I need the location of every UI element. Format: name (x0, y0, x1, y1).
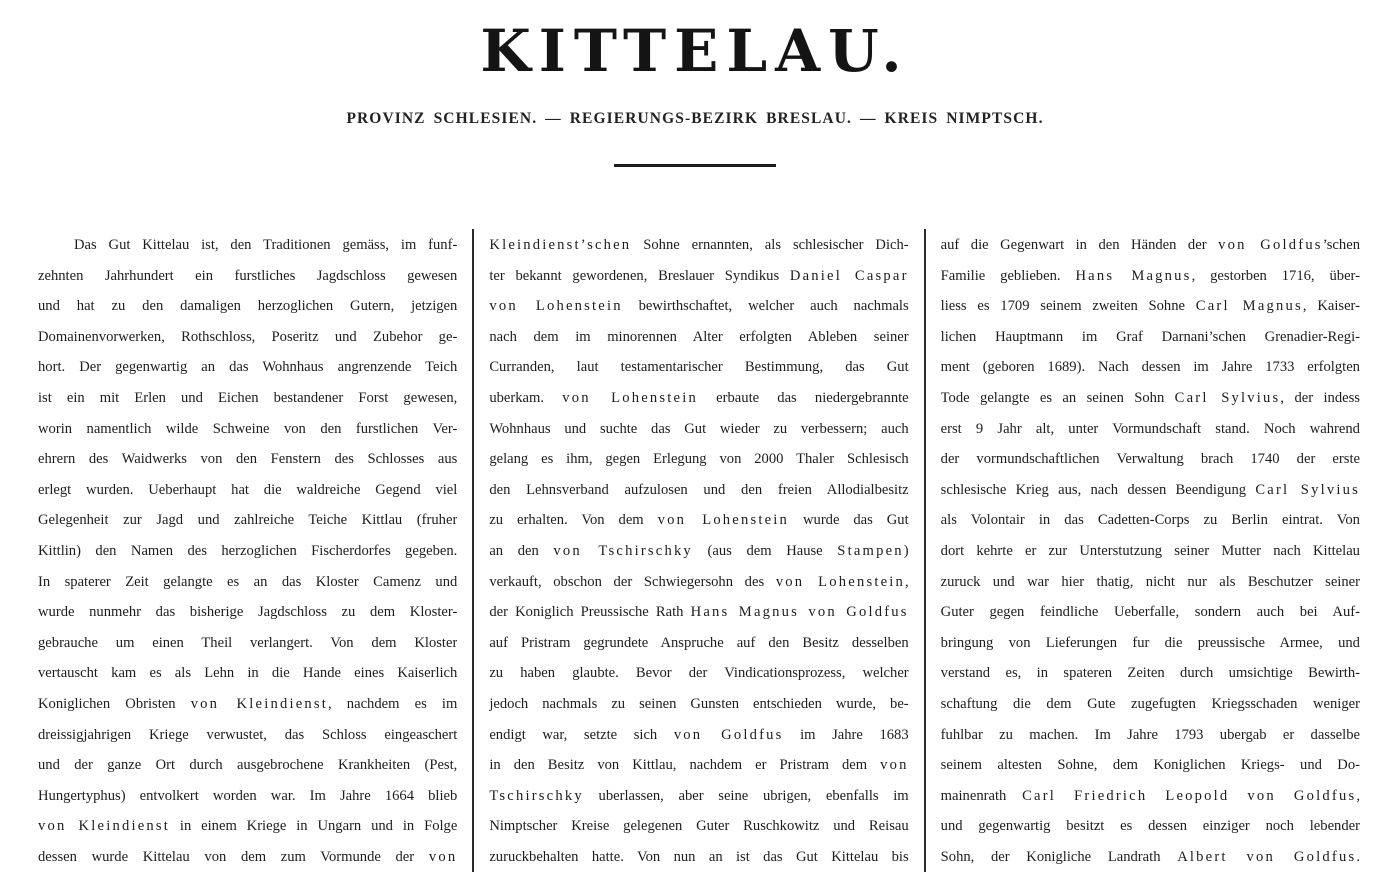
text-line: gebrauche um einen Theil verlangert. Von dem Kloster (38, 634, 458, 651)
text-line: Domainenvorwerken, Rothschloss, Poseritz und Zubehor ge- (38, 328, 458, 345)
text-line: den Lehnsverband aufzulosen und den freien Allodialbesitz (489, 481, 909, 498)
text-line: uberkam. von Lohenstein erbaute das niedergebrannte (489, 389, 909, 406)
text-line: dort kehrte er zur Unterstutzung seiner Mutter nach Kittelau (940, 542, 1360, 559)
text-line: Guter gegen feindliche Ueberfalle, sondern auch bei Auf- (940, 604, 1360, 621)
text-line: Nimptscher Kreise gelegenen Guter Ruschkowitz und Reisau (489, 818, 909, 835)
text-column-3 (926, 229, 1362, 872)
text-line: hort. Der gegenwartig an das Wohnhaus angrenzende Teich (38, 359, 458, 376)
text-line: schlesische Krieg aus, nach dessen Beendigung Carl Sylvius (940, 481, 1360, 498)
text-line: und gegenwartig besitzt es dessen einziger noch lebender (940, 818, 1360, 835)
text-line: ehrern des Waidwerks von den Fenstern des Schlosses aus (38, 451, 458, 468)
article-columns (36, 229, 1362, 872)
text-line: Koniglichen Obristen von Kleindienst, nachdem es im (38, 695, 458, 712)
text-line: jedoch nachmals zu seinen Gunsten entschieden wurde, be- (489, 695, 909, 712)
text-line: fuhlbar zu machen. Im Jahre 1793 ubergab er dasselbe (940, 726, 1360, 743)
text-line: erst 9 Jahr alt, unter Vormundschaft stand. Noch wahrend (940, 420, 1360, 437)
text-line: In spaterer Zeit gelangte es an das Kloster Camenz und (38, 573, 458, 590)
text-line: wurde nunmehr das bisherige Jagdschloss zu dem Kloster- (38, 604, 458, 621)
text-line: Gelegenheit zur Jagd und zahlreiche Teiche Kittlau (fruher (38, 512, 458, 529)
text-line: ment (geboren 1689). Nach dessen im Jahre 1733 erfolgten (940, 359, 1360, 376)
text-line: der Koniglich Preussische Rath Hans Magnus von Goldfus (489, 604, 909, 621)
text-line: zuruck und war hier thatig, nicht nur als Beschutzer seiner (940, 573, 1360, 590)
text-line: nach dem im minorennen Alter erfolgten Ableben seiner (489, 328, 909, 345)
text-line: worin namentlich wilde Schweine von den furstlichen Ver- (38, 420, 458, 437)
text-line: Kleindienst’schen Sohne ernannten, als schlesischer Dich- (489, 237, 909, 253)
text-line: bringung von Lieferungen fur die preussische Armee, und (940, 634, 1360, 651)
text-line: zu erhalten. Von dem von Lohenstein wurde das Gut (489, 512, 909, 529)
page-title: KITTELAU. (480, 17, 910, 85)
text-line: gelang es ihm, gegen Erlegung von 2000 Thaler Schlesisch (489, 451, 909, 468)
text-line: dessen wurde Kittelau von dem zum Vormunde der von (38, 848, 458, 865)
text-line: ter bekannt gewordenen, Breslauer Syndikus Daniel Caspar (489, 267, 909, 284)
text-line: zu haben glaubte. Bevor der Vindicationsprozess, welcher (489, 665, 909, 682)
text-line: auf die Gegenwart in den Händen der von Goldfus’schen (940, 237, 1360, 253)
text-line: als Volontair in das Cadetten-Corps zu Berlin eintrat. Von (940, 512, 1360, 529)
text-line: liess es 1709 seinem zweiten Sohne Carl Magnus, Kaiser- (940, 298, 1360, 315)
text-line: seinem altesten Sohne, dem Koniglichen Kriegs- und Do- (940, 757, 1360, 774)
text-line: lichen Hauptmann im Graf Darnani’schen Grenadier-Regi- (940, 328, 1360, 345)
text-line: vertauscht kam es als Lehn in die Hande eines Kaiserlich (38, 665, 458, 682)
text-line: Hungertyphus) entvolkert worden war. Im Jahre 1664 blieb (38, 787, 458, 804)
page-subtitle: PROVINZ SCHLESIEN. — REGIERUNGS-BEZIRK BRESLAU. — KREIS NIMPTSCH. (346, 110, 1044, 127)
text-line: von Kleindienst in einem Kriege in Ungarn und in Folge (38, 818, 458, 835)
text-line: zehnten Jahrhundert ein furstliches Jagdschloss gewesen (38, 267, 458, 284)
text-line: ist ein mit Erlen und Eichen bestandener Forst gewesen, (38, 389, 458, 406)
text-line: von Lohenstein bewirthschaftet, welcher auch nachmals (489, 298, 909, 315)
text-line: Curranden, laut testamentarischer Bestimmung, das Gut (489, 359, 909, 376)
title-divider (614, 164, 776, 167)
text-line: mainenrath Carl Friedrich Leopold von Goldfus, (940, 787, 1360, 804)
text-line: an den von Tschirschky (aus dem Hause Stampen) (489, 542, 909, 559)
text-line: erlegt wurden. Ueberhaupt hat die waldreiche Gegend viel (38, 481, 458, 498)
text-line: verkauft, obschon der Schwiegersohn des von Lohenstein, (489, 573, 909, 590)
text-line: zuruckbehalten hatte. Von nun an ist das Gut Kittelau bis (489, 848, 909, 865)
text-line: und hat zu den damaligen herzoglichen Gutern, jetzigen (38, 298, 458, 315)
text-line: schaftung die dem Gute zugefugten Kriegsschaden weniger (940, 695, 1360, 712)
text-column-2 (474, 229, 923, 872)
text-line: und der ganze Ort durch ausgebrochene Krankheiten (Pest, (38, 757, 458, 774)
text-line: auf Pristram gegrundete Anspruche auf den Besitz desselben (489, 634, 909, 651)
text-line: Wohnhaus und suchte das Gut wieder zu verbessern; auch (489, 420, 909, 437)
text-line: dreissigjahrigen Kriege verwustet, das Schloss eingeaschert (38, 726, 458, 743)
text-line: Tschirschky uberlassen, aber seine ubrigen, ebenfalls im (489, 787, 909, 804)
text-line: Sohn, der Konigliche Landrath Albert von Goldfus. (940, 848, 1360, 865)
text-line: Tode gelangte es an seinen Sohn Carl Sylvius, der indess (940, 389, 1360, 406)
text-line: endigt war, setzte sich von Goldfus im Jahre 1683 (489, 726, 909, 743)
text-column-1 (36, 229, 472, 872)
text-line: Familie geblieben. Hans Magnus, gestorben 1716, über- (940, 267, 1360, 284)
text-line: der vormundschaftlichen Verwaltung brach 1740 der erste (940, 451, 1360, 468)
text-line: verstand es, in spateren Zeiten durch umsichtige Bewirth- (940, 665, 1360, 682)
text-line: in den Besitz von Kittlau, nachdem er Pristram dem von (489, 757, 909, 774)
text-line: Das Gut Kittelau ist, den Traditionen gemäss, im funf- (74, 237, 458, 253)
text-line: Kittlin) den Namen des herzoglichen Fischerdorfes gegeben. (38, 542, 458, 559)
